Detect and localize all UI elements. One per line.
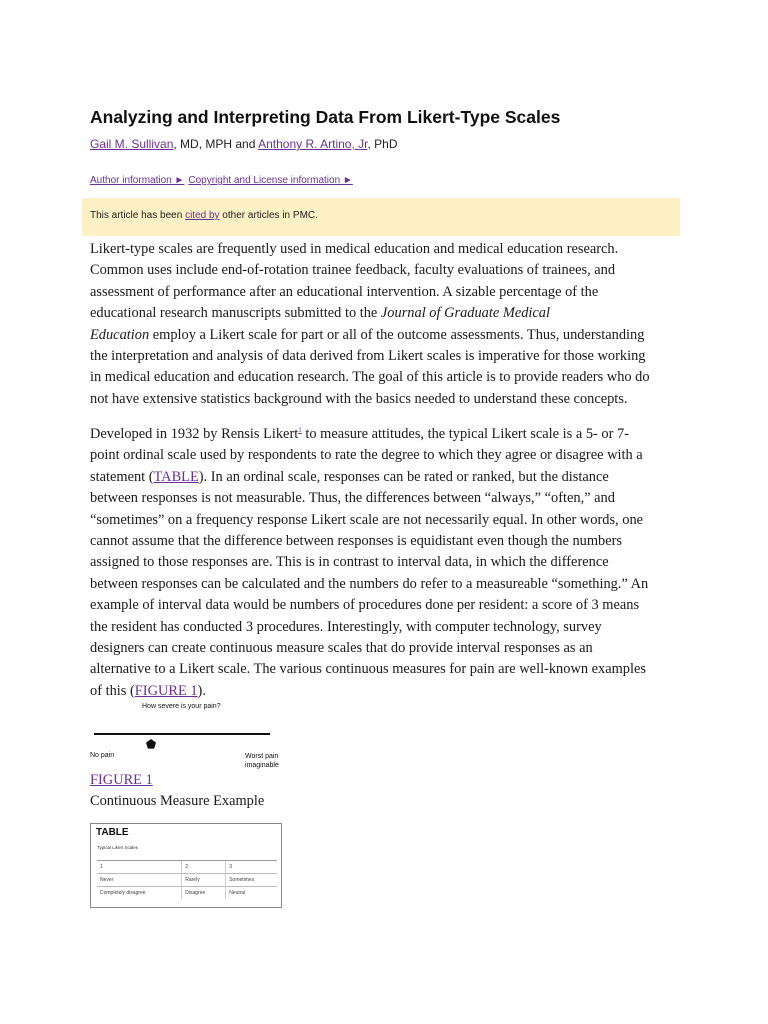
- paragraph-line: [90, 303, 682, 324]
- table-thumb-subtitle: Typical Likert Scales: [97, 845, 139, 850]
- scale-right-anchor-line: imaginable: [245, 762, 279, 769]
- paragraph-intro: [90, 239, 682, 410]
- article-title: Analyzing and Interpreting Data From Likert-Type Scales: [90, 107, 561, 127]
- pentagon-marker-icon: [146, 739, 156, 749]
- table-cell: Neutral: [226, 887, 277, 900]
- paragraph-line: [90, 681, 682, 702]
- scale-question: How severe is your pain?: [142, 703, 221, 710]
- footnote-ref-link[interactable]: 1: [298, 426, 302, 434]
- figure-1-thumbnail[interactable]: [90, 703, 290, 771]
- scale-right-anchor-line: Worst pain: [245, 753, 279, 760]
- table-cell: 1: [97, 861, 182, 874]
- scale-left-anchor: No pain: [90, 752, 115, 759]
- paragraph-line: Likert-type scales are frequently used in medical education and medical education research.: [90, 241, 619, 257]
- paragraph-line: assessment of performance after an educational intervention. A sizable percentage of the: [90, 283, 599, 300]
- paragraph-line: point ordinal scale used by respondents to rate the degree to which they agree or disagree with a: [90, 447, 643, 464]
- table-thumbnail[interactable]: [90, 823, 282, 908]
- paragraph-line: [90, 420, 682, 445]
- paragraph-line: cannot assume that the difference between responses is equidistant even though the numbers: [90, 533, 623, 550]
- table-cell: Disagree: [182, 887, 226, 900]
- text-run: employ a Likert scale for part or all of the outcome assessments. Thus, understanding: [149, 326, 645, 343]
- table-cell: Sometimes: [226, 874, 277, 887]
- paragraph-likert-history: [90, 420, 682, 702]
- article-info-links: [90, 175, 353, 186]
- author-information-link[interactable]: Author information ►: [90, 175, 185, 186]
- scale-right-anchor: [245, 752, 285, 770]
- paragraph-line: between responses can be calculated and the numbers do refer to a measureable “something.” An: [90, 575, 649, 592]
- table-cell: 3: [226, 861, 277, 874]
- cited-by-link[interactable]: cited by: [185, 210, 220, 221]
- text-run: educational research manuscripts submitted to the: [90, 305, 381, 322]
- text-run: to measure attitudes, the typical Likert scale is a 5- or 7-: [301, 426, 630, 442]
- table-thumb-heading: TABLE: [96, 827, 129, 838]
- figure-1-caption: Continuous Measure Example: [90, 793, 265, 809]
- figure-ref-link[interactable]: FIGURE 1: [134, 682, 198, 699]
- journal-name: Education: [90, 326, 150, 343]
- paragraph-line: the interpretation and analysis of data derived from Likert scales is imperative for those working: [90, 348, 646, 365]
- paragraph-line: between responses is not measurable. Thus, the differences between “always,” “often,” and: [90, 490, 615, 507]
- paragraph-line: “sometimes” on a frequency response Likert scale are not necessarily equal. In other words, one: [90, 511, 644, 528]
- table-cell: Completely disagree: [97, 887, 182, 900]
- paragraph-line: alternative to a Likert scale. The various continuous measures for pain are well-known examples: [90, 661, 646, 678]
- paragraph-line: [90, 325, 682, 346]
- table-cell: 2: [182, 861, 226, 874]
- author-link-artino[interactable]: Anthony R. Artino, Jr: [258, 137, 368, 151]
- paragraph-line: in medical education and education research. The goal of this article is to provide readers who do: [90, 369, 650, 386]
- paragraph-line: [90, 467, 682, 488]
- table-row: [97, 874, 277, 887]
- table-cell: Rarely: [182, 874, 226, 887]
- journal-name: Journal of Graduate Medical: [380, 305, 550, 322]
- text-run: ). In an ordinal scale, responses can be rated or ranked, but the distance: [198, 468, 609, 485]
- table-ref-link[interactable]: TABLE: [153, 468, 199, 485]
- paragraph-line: Common uses include end-of-rotation trainee feedback, faculty evaluations of trainees, and: [90, 262, 616, 279]
- text-run: Developed in 1932 by Rensis Likert: [90, 426, 299, 442]
- author-link-sullivan[interactable]: Gail M. Sullivan: [90, 137, 174, 151]
- table-row: [97, 887, 277, 900]
- author-line: [90, 137, 397, 151]
- notice-prefix: This article has been: [90, 210, 186, 221]
- notice-suffix: other articles in PMC.: [219, 210, 318, 221]
- scale-line: [94, 733, 270, 735]
- author-credentials-2: , PhD: [367, 137, 398, 151]
- author-credentials-1: , MD, MPH and: [173, 137, 259, 151]
- table-cell: Never: [97, 874, 182, 887]
- figure-1-link[interactable]: FIGURE 1: [90, 772, 153, 788]
- paragraph-line: not have extensive statistics background with the basics needed to understand these concepts.: [90, 390, 628, 407]
- paragraph-line: designers can create continuous measure scales that do provide interval responses as an: [90, 640, 593, 657]
- paragraph-line: the resident has conducted 3 procedures. Interestingly, with computer technology, survey: [90, 618, 602, 635]
- table-thumb-grid: [97, 860, 277, 899]
- table-row: [97, 861, 277, 874]
- text-run: ).: [197, 682, 206, 699]
- paragraph-line: assigned to those responses are. This is in contrast to interval data, in which the difference: [90, 554, 609, 571]
- copyright-license-link[interactable]: Copyright and License information ►: [188, 175, 353, 186]
- text-run: of this (: [90, 682, 135, 699]
- paragraph-line: example of interval data would be numbers of procedures done per resident: a score of 3 means: [90, 597, 640, 614]
- citation-notice: [82, 198, 680, 236]
- text-run: statement (: [90, 468, 154, 485]
